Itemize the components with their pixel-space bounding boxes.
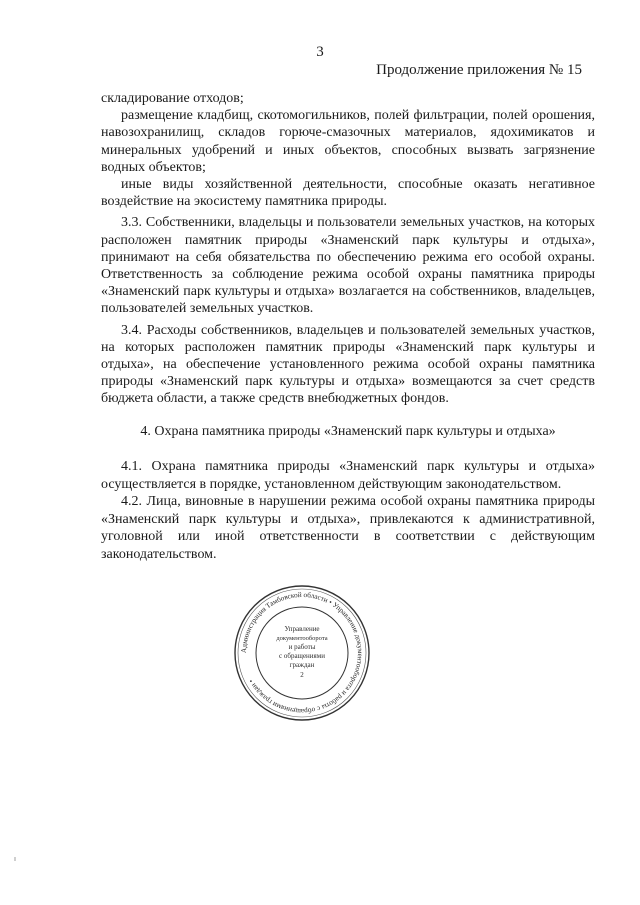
paragraph-4-2: 4.2. Лица, виновные в нарушении режима особой охраны памятника природы «Знаменский парк культуры и отдыха», привлекаются к административной, уголовной или иной ответственности в соответствии с действующим законодательством.	[101, 494, 595, 562]
seal-line: с обращениями	[279, 652, 325, 660]
paragraph: размещение кладбищ, скотомогильников, полей фильтрации, полей орошения, навозохранилищ, складов горюче-смазочных материалов, ядохимикатов и минеральных удобрений и иных объектов, способных вызвать загрязнение водных объектов;	[101, 108, 595, 175]
seal-line: Управление	[284, 625, 320, 633]
paragraph: иные виды хозяйственной деятельности, способные оказать негативное воздействие на экосистему памятника природы.	[101, 177, 595, 210]
seal-ring-text: Администрация Тамбовской области • Управление документооборота и работы с обращениями граждан •	[239, 590, 365, 716]
appendix-continuation-note: Продолжение приложения № 15	[376, 62, 582, 78]
section-body	[101, 458, 595, 564]
paragraph: складирование отходов;	[101, 91, 244, 106]
paragraph-3-4: 3.4. Расходы собственников, владельцев и пользователей земельных участков, на которых расположен памятник природы «Знаменский парк культуры и отдыха», на обеспечение установленного режима особой охраны памятника природы «Знаменский парк культуры и отдыха» возмещаются за счет средств бюджета области, а также средств внебюджетных фондов.	[101, 322, 595, 407]
document-body	[101, 90, 595, 408]
official-seal	[232, 583, 372, 723]
seal-line: и работы	[288, 643, 316, 651]
paragraph-4-1: 4.1. Охрана памятника природы «Знаменский парк культуры и отдыха» осуществляется в порядке, установленном действующим законодательством.	[101, 459, 595, 492]
paragraph-3-3: 3.3. Собственники, владельцы и пользователи земельных участков, на которых расположен памятник природы «Знаменский парк культуры и отдыха», принимают на себя обязательства по обеспечению режима его особой охраны. Ответственность за соблюдение режима особой охраны памятника природы «Знаменский парк культуры и отдыха» возлагается на собственников, владельцев, пользователей земельных участков.	[101, 215, 595, 317]
scan-margin-mark	[14, 857, 16, 861]
seal-line: документооборота	[276, 635, 328, 642]
page-number: 3	[316, 44, 324, 60]
section-heading: 4. Охрана памятника природы «Знаменский парк культуры и отдыха»	[140, 424, 556, 439]
seal-line: граждан	[289, 661, 315, 669]
seal-number: 2	[300, 671, 304, 679]
